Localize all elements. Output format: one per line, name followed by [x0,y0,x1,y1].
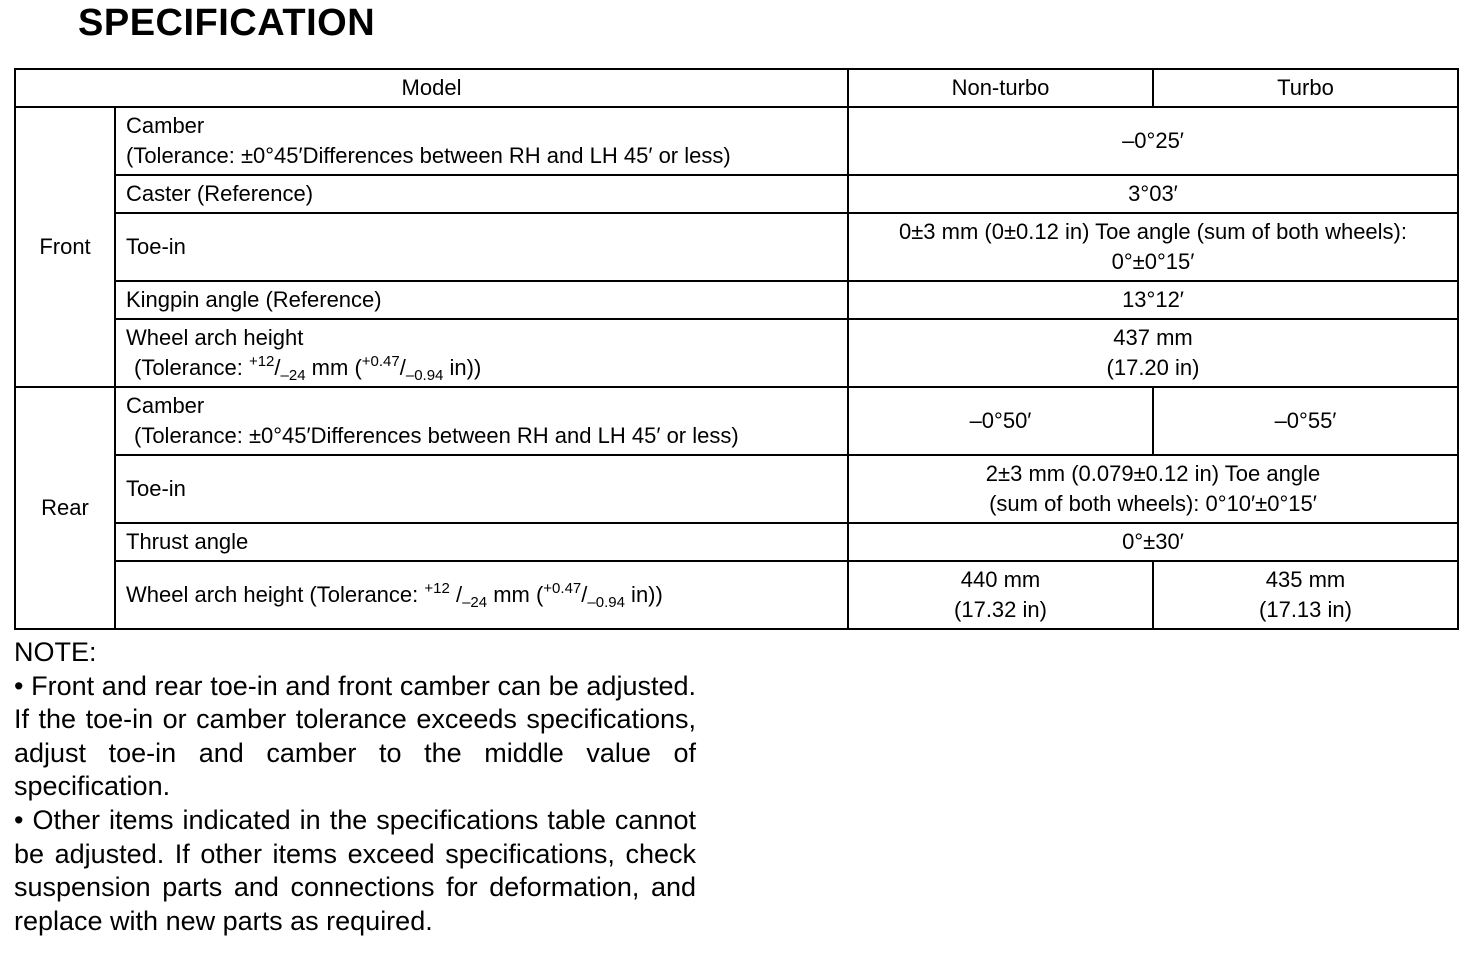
rear-tol-plus-in: +0.47 [543,580,582,597]
table-row [15,319,1458,387]
front-wheel-arch-item [115,319,848,387]
tol-mid: mm ( [305,355,362,380]
rear-tol-minus-in: –0.94 [587,594,625,611]
rear-wheel-arch-non-turbo-line1: 440 mm [960,567,1041,592]
header-turbo: Turbo [1153,69,1458,107]
front-kingpin-label: Kingpin angle (Reference) [115,281,848,319]
tol-plus: +12 [248,353,275,370]
rear-toe-in-value [848,455,1458,523]
front-caster-label: Caster (Reference) [115,175,848,213]
front-camber-label: Camber [126,113,205,138]
rear-wheel-arch-non-turbo [848,561,1153,629]
rear-wheel-arch-label [115,561,848,629]
spec-table [14,68,1459,630]
front-toe-in-label: Toe-in [115,213,848,281]
front-wheel-arch-value-line2: (17.20 in) [1106,355,1200,380]
page-title: SPECIFICATION [78,2,376,44]
rear-camber-label: Camber [126,393,205,418]
tol-slash: / [274,355,281,380]
table-row [15,455,1458,523]
tol-plus-in: +0.47 [361,353,400,370]
group-label-front: Front [15,107,115,387]
rear-toe-in-label: Toe-in [115,455,848,523]
note-item-2: • Other items indicated in the specifications table cannot be adjusted. If other items exceed specifications, check suspension parts and connections for deformation, and replace with new parts as required. [14,804,696,936]
rear-thrust-value: 0°±30′ [848,523,1458,561]
table-row [15,561,1458,629]
rear-camber-item [115,387,848,455]
rear-camber-non-turbo: –0°50′ [848,387,1153,455]
tol-prefix: (Tolerance: [134,355,249,380]
rear-camber-tolerance: (Tolerance: ±0°45′Differences between RH and LH 45′ or less) [134,423,739,448]
rear-wheel-arch-non-turbo-line2: (17.32 in) [954,597,1047,622]
table-row [15,387,1458,455]
front-toe-in-value-line2: 0°±0°15′ [1111,249,1195,274]
rear-camber-turbo: –0°55′ [1153,387,1458,455]
table-row [15,523,1458,561]
header-non-turbo: Non-turbo [848,69,1153,107]
front-kingpin-value: 13°12′ [848,281,1458,319]
front-wheel-arch-value-line1: 437 mm [1113,325,1193,350]
tol-slash-in: / [399,355,406,380]
note-section [14,636,696,938]
rear-tol-plus: +12 [424,580,450,597]
note-heading: NOTE: [14,637,97,667]
front-wheel-arch-value [848,319,1458,387]
rear-tol-prefix: Wheel arch height (Tolerance: [126,582,425,607]
front-wheel-arch-tolerance [126,353,837,383]
rear-tol-minus: –24 [462,594,488,611]
tol-suffix: in)) [443,355,482,380]
rear-toe-in-value-line1: 2±3 mm (0.079±0.12 in) Toe angle [985,461,1321,486]
rear-wheel-arch-turbo [1153,561,1458,629]
rear-toe-in-value-line2: (sum of both wheels): 0°10′±0°15′ [989,491,1317,516]
header-model: Model [15,69,848,107]
front-camber-value: –0°25′ [848,107,1458,175]
tol-minus: –24 [280,367,306,384]
front-toe-in-value-line1: 0±3 mm (0±0.12 in) Toe angle (sum of both wheels): [899,219,1407,244]
rear-tol-slash-in: / [581,582,588,607]
table-row [15,213,1458,281]
front-wheel-arch-label: Wheel arch height [126,325,304,350]
front-caster-value: 3°03′ [848,175,1458,213]
table-row [15,281,1458,319]
tol-minus-in: –0.94 [405,367,444,384]
front-camber-item [115,107,848,175]
note-item-1: • Front and rear toe-in and front camber can be adjusted. If the toe-in or camber tolerance exceeds specifications, adjust toe-in and camber to the middle value of specification. [14,670,696,802]
table-row [15,107,1458,175]
group-label-rear: Rear [15,387,115,629]
rear-thrust-label: Thrust angle [115,523,848,561]
table-row [15,175,1458,213]
rear-tol-suffix: in)) [624,582,663,607]
rear-tol-mid: mm ( [487,582,544,607]
header-row [15,69,1458,107]
front-toe-in-value [848,213,1458,281]
rear-wheel-arch-turbo-line2: (17.13 in) [1259,597,1352,622]
rear-wheel-arch-turbo-line1: 435 mm [1265,567,1346,592]
rear-tol-slash: / [449,582,463,607]
front-camber-tolerance: (Tolerance: ±0°45′Differences between RH and LH 45′ or less) [126,143,731,168]
